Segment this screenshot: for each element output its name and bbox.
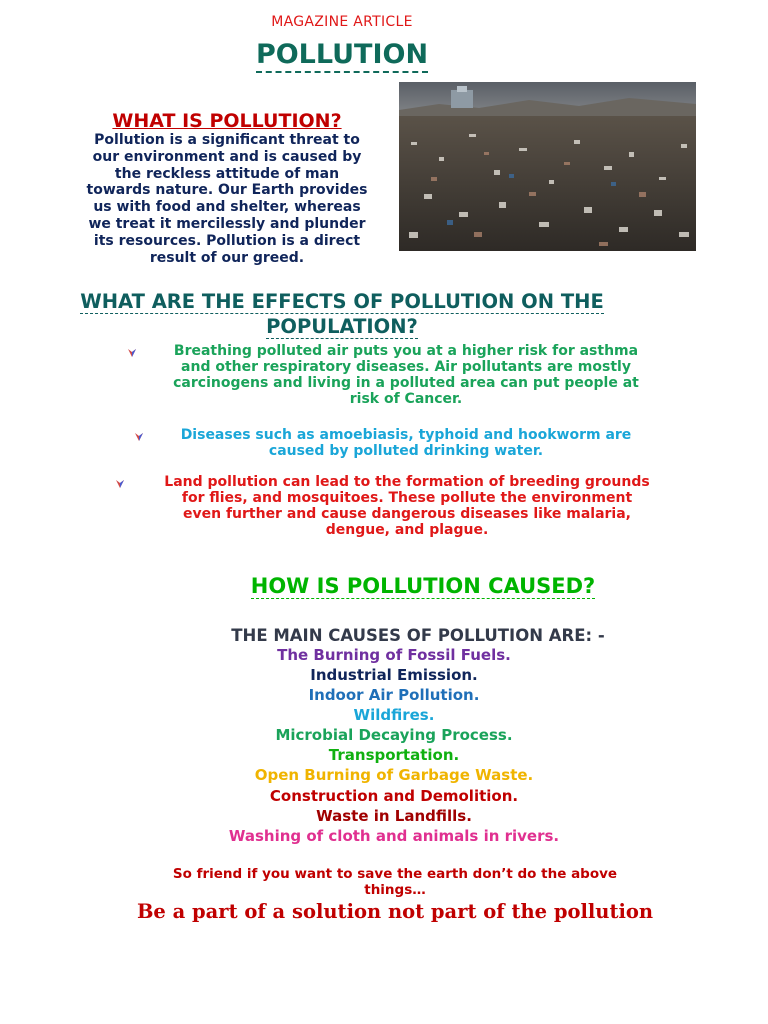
effect-line: for flies, and mosquitoes. These pollute the environment [181, 490, 633, 506]
effects-heading-line2: POPULATION? [266, 315, 418, 338]
cause-item: Indoor Air Pollution. [308, 686, 480, 704]
effect-item [138, 343, 674, 407]
closing-message [126, 866, 664, 898]
page-title [0, 39, 684, 70]
intro-paragraph [70, 132, 384, 266]
cause-item: Washing of cloth and animals in rivers. [228, 827, 560, 845]
intro-line: our environment and is caused by [92, 148, 362, 165]
intro-heading: WHAT IS POLLUTION? [112, 110, 342, 132]
intro-section [70, 110, 384, 266]
intro-line: the reckless attitude of man [114, 165, 340, 182]
effect-line: and other respiratory diseases. Air pollutants are mostly [181, 359, 631, 375]
effect-item [126, 474, 688, 538]
cause-item: Transportation. [328, 746, 460, 764]
cause-item: The Burning of Fossil Fuels. [277, 646, 511, 664]
causes-heading-text: HOW IS POLLUTION CAUSED? [250, 574, 596, 598]
closing-line: So friend if you want to save the earth don’t do the above [172, 866, 618, 882]
effect-line: carcinogens and living in a polluted area can put people at [173, 375, 639, 391]
effect-line: Land pollution can lead to the formation of breeding grounds [164, 474, 650, 490]
cause-item: Wildfires. [353, 706, 435, 724]
effect-line: risk of Cancer. [349, 391, 463, 407]
intro-line: result of our greed. [149, 249, 305, 266]
landfill-image [399, 82, 696, 251]
effect-line: even further and cause dangerous diseases like malaria, [182, 506, 631, 522]
article-label: MAGAZINE ARTICLE [271, 14, 413, 30]
arrow-bullet-icon [115, 479, 125, 489]
intro-line: us with food and shelter, whereas [93, 199, 361, 216]
cause-item: Industrial Emission. [310, 666, 478, 684]
causes-heading [200, 574, 646, 598]
effect-line: caused by polluted drinking water. [268, 443, 544, 459]
cause-item: Construction and Demolition. [269, 787, 519, 805]
effect-line: Diseases such as amoebiasis, typhoid and hookworm are [180, 427, 632, 443]
arrow-bullet-icon [127, 348, 137, 358]
intro-line: its resources. Pollution is a direct [93, 232, 361, 249]
slogan: Be a part of a solution not part of the pollution [136, 900, 654, 923]
causes-intro: THE MAIN CAUSES OF POLLUTION ARE: - [231, 626, 605, 645]
closing-line: things… [364, 882, 426, 898]
effect-item [140, 427, 672, 459]
cause-item: Microbial Decaying Process. [275, 726, 513, 744]
page-title-text: POLLUTION [256, 39, 428, 73]
cause-item: Waste in Landfills. [316, 807, 472, 825]
landfill-photo [399, 82, 696, 251]
intro-line: towards nature. Our Earth provides [86, 182, 368, 199]
effects-heading-line1: WHAT ARE THE EFFECTS OF POLLUTION ON THE [80, 290, 604, 313]
intro-line: we treat it mercilessly and plunder [88, 215, 366, 232]
intro-line: Pollution is a significant threat to [94, 132, 360, 148]
cause-item: Open Burning of Garbage Waste. [254, 766, 534, 784]
effects-heading [25, 289, 659, 339]
effect-line: dengue, and plague. [325, 522, 489, 538]
effect-line: Breathing polluted air puts you at a higher risk for asthma [173, 343, 639, 359]
